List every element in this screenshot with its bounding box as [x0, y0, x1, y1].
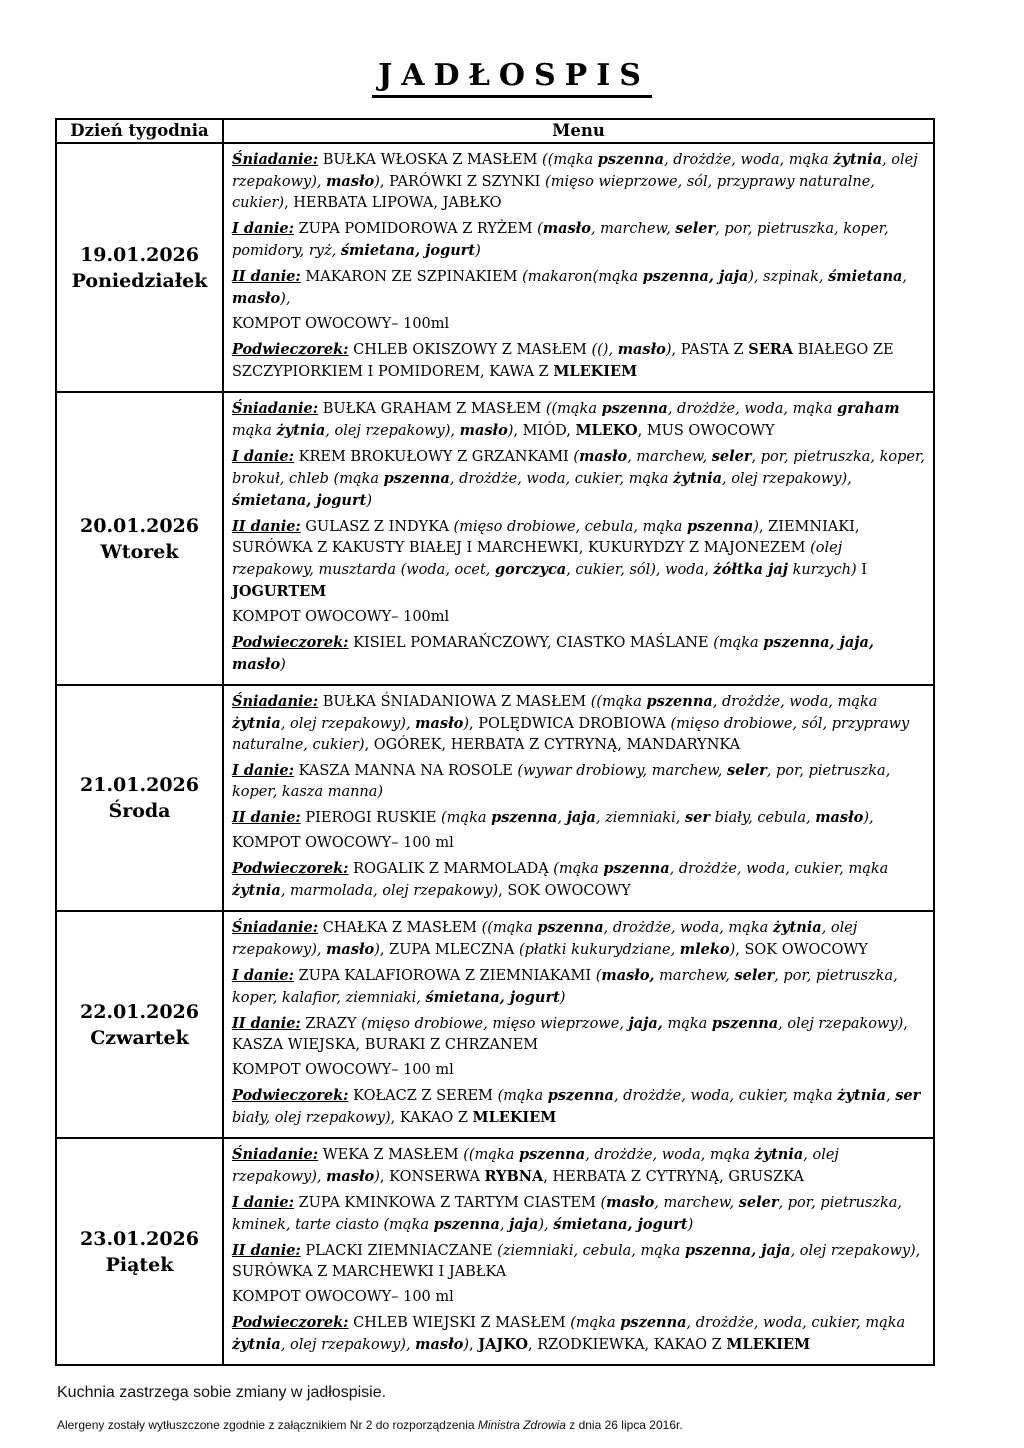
menu-cell [223, 1138, 934, 1365]
text-run: żytnia [232, 882, 281, 899]
text-run: Śniadanie: [232, 693, 319, 710]
menu-paragraph [232, 1192, 925, 1236]
menu-cell [223, 911, 934, 1138]
text-run: seler [675, 220, 716, 237]
text-run: , ZIEMNIAKI, SURÓWKA Z KAKUSTY BIAŁEJ I MARCHEWKI, KUKURYDZY Z MAJONEZEM [232, 519, 860, 556]
text-run: masło [815, 809, 864, 826]
text-run: PIEROGI RUSKIE [300, 810, 442, 826]
day-name: Poniedziałek [71, 269, 208, 292]
text-run: , drożdże, woda, cukier, [669, 861, 849, 877]
day-cell [56, 911, 223, 1138]
text-run: graham [837, 400, 900, 417]
text-run: ((), [591, 342, 618, 358]
text-run: ( [595, 968, 602, 984]
menu-paragraph [232, 833, 925, 854]
menu-table-row [56, 392, 934, 685]
day-name: Czwartek [90, 1026, 189, 1049]
text-run: pszenna [646, 693, 713, 710]
date-text: 22.01.2026 [80, 1000, 199, 1023]
text-run: żytnia [837, 1087, 887, 1104]
text-run: (olej rzepakowy, musztarda (woda, ocet, [232, 540, 843, 578]
menu-paragraph [232, 218, 925, 262]
text-run: (wywar drobiowy, marchew, [517, 763, 728, 779]
text-run: Podwieczorek: [232, 1314, 349, 1331]
text-run: KASZA MANNA NA ROSOLE [294, 763, 518, 779]
text-run: Podwieczorek: [232, 860, 349, 877]
text-run: KOMPOT OWOCOWY– 100ml [232, 609, 450, 625]
text-run: , [557, 810, 567, 826]
menu-paragraph [232, 149, 925, 214]
text-run: masło [326, 941, 375, 958]
menu-table-row [56, 911, 934, 1138]
menu-paragraph [232, 339, 925, 383]
menu-table-row [56, 685, 934, 911]
text-run: (mąka [441, 810, 492, 826]
text-run: masło [579, 448, 628, 465]
text-run: żytnia [232, 1336, 281, 1353]
date-text: 21.01.2026 [80, 774, 199, 796]
menu-cell [223, 143, 934, 392]
menu-table-header-row [56, 119, 934, 143]
text-run: pszenna [518, 1146, 586, 1163]
text-run: KISIEL POMARAŃCZOWY, CIASTKO MAŚLANE [348, 635, 714, 651]
text-run: , marchew, [654, 1195, 739, 1211]
text-run: ) [475, 243, 481, 259]
menu-cell [223, 392, 934, 685]
text-run: , olej rzepakowy) [778, 1016, 904, 1032]
allergen-footnote [57, 1418, 683, 1432]
text-run: pszenna [383, 470, 450, 487]
text-run: ((mąka [545, 401, 602, 417]
text-run: ser [684, 809, 710, 826]
text-run: masło [326, 173, 375, 190]
text-run: MAKARON ZE SZPINAKIEM [300, 269, 523, 285]
text-run: żytnia [754, 1146, 804, 1163]
text-run: JOGURTEM [232, 583, 327, 600]
text-run: gorczyca [495, 561, 567, 578]
text-run: , olej rzepakowy), [280, 1337, 416, 1353]
text-run: ) [753, 519, 759, 535]
text-run: Śniadanie: [232, 151, 319, 168]
text-run: KOMPOT OWOCOWY– 100 ml [232, 835, 454, 851]
text-run: (mięso drobiowe, cebula, mąka [453, 519, 688, 535]
text-run: pszenna [603, 860, 670, 877]
menu-paragraph [232, 965, 925, 1009]
text-run: KOŁACZ Z SEREM [348, 1088, 498, 1104]
text-run: , marchew, [627, 449, 712, 465]
text-run: , cukier, sól), woda, [566, 562, 714, 578]
text-run: (mąka [713, 635, 764, 651]
text-run: ) [374, 942, 380, 958]
menu-paragraph [232, 1013, 925, 1056]
text-run: MLEKIEM [472, 1109, 557, 1126]
text-run: z dnia 26 lipca 2016r. [565, 1418, 683, 1432]
text-run: ( [600, 1195, 607, 1211]
text-run: ((mąka [542, 152, 598, 168]
text-run: , ZUPA MLECZNA [379, 942, 519, 958]
text-run: II danie: [232, 268, 301, 285]
menu-paragraph [232, 266, 925, 310]
text-run: ) [507, 423, 514, 439]
header-day-of-week: Dzień tygodnia [56, 119, 223, 143]
text-run: , KONSERWA [379, 1169, 485, 1185]
text-run: (mąka [570, 1315, 621, 1331]
text-run: , olej rzepakowy), [232, 1147, 839, 1185]
text-run: (makaron(mąka [522, 269, 643, 285]
text-run: Śniadanie: [232, 400, 319, 417]
text-run: masło [415, 1336, 464, 1353]
text-run: pszenna [620, 1314, 687, 1331]
text-run: CHLEB WIEJSKI Z MASŁEM [348, 1315, 571, 1331]
text-run: I danie: [232, 762, 294, 779]
text-run: pszenna [537, 919, 604, 936]
text-run: KREM BROKUŁOWY Z GRZANKAMI [294, 449, 574, 465]
text-run: pszenna [601, 400, 668, 417]
text-run: , drożdże, woda, cukier, mąka [686, 1315, 906, 1331]
text-run: KOMPOT OWOCOWY– 100 ml [232, 1289, 454, 1305]
date-text: 19.01.2026 [80, 243, 199, 266]
menu-paragraph [232, 807, 925, 829]
text-run: ( [573, 449, 580, 465]
text-run: ), [538, 1217, 554, 1233]
text-run: ( [537, 221, 543, 237]
text-run: CHLEB OKISZOWY Z MASŁEM [348, 342, 592, 358]
text-run: Alergeny zostały wytłuszczone zgodnie z załącznikiem Nr 2 do rozporządzenia [57, 1418, 478, 1432]
text-run: mąka [232, 423, 277, 439]
text-run: , marmolada, olej rzepakowy) [280, 883, 499, 899]
text-run: I danie: [232, 1194, 294, 1211]
text-run: żytnia [276, 422, 326, 439]
text-run: , por, pietruszka, koper, kasza manna) [232, 763, 891, 800]
text-run: , por, pietruszka, koper, kalafior, ziemniaki, [232, 968, 898, 1006]
menu-paragraph [232, 516, 925, 603]
day-cell [56, 392, 223, 685]
text-run: , PARÓWKI Z SZYNKI [379, 174, 546, 190]
text-run: , [469, 1337, 479, 1353]
text-run: pszenna [433, 1216, 500, 1233]
text-run: ((mąka [481, 920, 538, 936]
text-run: MLEKO [575, 422, 638, 439]
text-run: I danie: [232, 967, 294, 984]
text-run: , olej rzepakowy), [721, 471, 852, 487]
day-cell [56, 685, 223, 911]
menu-paragraph [232, 1240, 925, 1283]
text-run: MLEKIEM [726, 1336, 811, 1353]
text-run: , POLĘDWICA DROBIOWA [469, 716, 671, 732]
menu-paragraph [232, 314, 925, 335]
text-run: BUŁKA GRAHAM Z MASŁEM [318, 401, 546, 417]
text-run: , KASZA WIEJSKA, BURAKI Z CHRZANEM [232, 1016, 908, 1053]
text-run: pszenna [711, 1015, 779, 1032]
text-run: GULASZ Z INDYKA [300, 519, 454, 535]
text-run: JAJKO [478, 1336, 529, 1353]
menu-paragraph [232, 607, 925, 628]
text-run: ((mąka [463, 1147, 519, 1163]
text-run: biały, olej rzepakowy) [232, 1110, 391, 1126]
text-run: biały, cebula, [710, 810, 816, 826]
text-run: masło [606, 1194, 655, 1211]
text-run: ) [374, 1169, 380, 1185]
text-run: śmietana, jogurt [340, 242, 476, 259]
text-run: CHAŁKA Z MASŁEM [318, 920, 482, 936]
title-wrap [0, 0, 1024, 98]
text-run: I danie: [232, 448, 294, 465]
text-run: , drożdże, woda, mąka [667, 401, 838, 417]
text-run: , drożdże, woda, cukier, mąka [449, 471, 674, 487]
text-run: , olej rzepakowy), [232, 152, 918, 190]
menu-paragraph [232, 1085, 925, 1129]
text-run: masło [617, 341, 666, 358]
text-run: pszenna, jaja [684, 1242, 791, 1259]
text-run: ROGALIK Z MARMOLADĄ [348, 861, 554, 877]
text-run: , olej rzepakowy), [280, 716, 416, 732]
text-run: (mięso drobiowe, sól, przyprawy naturalne, cukier) [232, 716, 910, 753]
text-run: ser [895, 1087, 921, 1104]
text-run: MLEKIEM [553, 363, 638, 380]
text-run: , SOK OWOCOWY [735, 942, 868, 958]
text-run: , [499, 1217, 510, 1233]
text-run: seler [711, 448, 752, 465]
text-run: (płatki kukurydziane, [518, 942, 680, 958]
text-run: , OGÓREK, HERBATA Z CYTRYNĄ, MANDARYNKA [364, 737, 741, 753]
text-run: żytnia [772, 919, 822, 936]
text-run: II danie: [232, 809, 301, 826]
text-run: masło [542, 220, 591, 237]
text-run: jaja, [628, 1015, 663, 1032]
text-run: pszenna [687, 518, 754, 535]
text-run: , [902, 269, 908, 285]
text-run: ) [687, 1217, 694, 1233]
text-run: pszenna, jaja, masło [232, 634, 874, 673]
day-name: Piątek [105, 1253, 174, 1276]
text-run: mąka [848, 861, 889, 877]
menu-paragraph [232, 917, 925, 961]
text-run: Podwieczorek: [232, 634, 349, 651]
menu-paragraph [232, 1287, 925, 1308]
text-run: ((mąka [590, 694, 647, 710]
menu-cell [223, 685, 934, 911]
menu-paragraph [232, 760, 925, 803]
text-run: II danie: [232, 1242, 301, 1259]
menu-paragraph [232, 632, 925, 676]
text-run: ZUPA KALAFIOROWA Z ZIEMNIAKAMI [294, 968, 596, 984]
text-run: BUŁKA WŁOSKA Z MASŁEM [318, 152, 543, 168]
text-run: śmietana, jogurt [553, 1216, 688, 1233]
menu-paragraph [232, 1144, 925, 1188]
text-run: , drożdże, woda, mąka [603, 920, 773, 936]
text-run: żytnia [232, 715, 281, 732]
day-cell [56, 1138, 223, 1365]
date-text: 23.01.2026 [80, 1227, 199, 1250]
text-run: śmietana [828, 268, 903, 285]
text-run: masło [232, 290, 281, 307]
text-run: II danie: [232, 1015, 301, 1032]
text-run: żytnia [673, 470, 722, 487]
text-run: ) [729, 942, 736, 958]
text-run: pszenna [491, 809, 558, 826]
text-run: pszenna [547, 1087, 614, 1104]
text-run: , HERBATA Z CYTRYNĄ, GRUSZKA [543, 1169, 804, 1185]
text-run: jaja [566, 809, 596, 826]
text-run: ) [366, 493, 372, 509]
text-run: II danie: [232, 518, 301, 535]
text-run: masło, [601, 967, 655, 984]
text-run: , RZODKIEWKA, KAKAO Z [528, 1337, 727, 1353]
text-run: , HERBATA LIPOWA, JABŁKO [284, 195, 502, 211]
text-run: (mięso drobiowe, mięso wieprzowe, [361, 1016, 629, 1032]
text-run: marchew, [654, 968, 735, 984]
text-run: , por, pietruszka, kminek, tarte ciasto (mąka [232, 1195, 903, 1233]
text-run: masło [415, 715, 464, 732]
text-run: seler [734, 967, 775, 984]
text-run: WEKA Z MASŁEM [318, 1147, 464, 1163]
text-run: kurzych) [787, 562, 857, 578]
menu-table-row [56, 143, 934, 392]
text-run: Śniadanie: [232, 1146, 319, 1163]
menu-paragraph [232, 858, 925, 902]
day-cell [56, 143, 223, 392]
text-run: (mięso wieprzowe, sól, przyprawy naturalne, cukier) [232, 174, 875, 211]
text-run: ) [665, 342, 672, 358]
text-run: seler [738, 1194, 779, 1211]
text-run: , drożdże, woda, mąka [712, 694, 878, 710]
text-run: (mąka [497, 1088, 548, 1104]
text-run: ) [559, 990, 566, 1006]
text-run: BIAŁEGO ZE SZCZYPIORKIEM I POMIDOREM, KAWA Z [232, 342, 894, 380]
text-run: ) [280, 657, 286, 673]
text-run: masło [459, 422, 508, 439]
text-run: , SURÓWKA Z MARCHEWKI I JABŁKA [232, 1243, 921, 1280]
text-run: ) [463, 716, 469, 732]
text-run: żółtka jaj [713, 561, 788, 578]
text-run: , olej rzepakowy), [232, 920, 858, 958]
text-run: seler [727, 762, 767, 779]
text-run: SERA [748, 341, 794, 358]
text-run: , ziemniaki, [595, 810, 685, 826]
text-run: , PASTA Z [671, 342, 749, 358]
text-run: ZRAZY [300, 1016, 362, 1032]
text-run: (mąka [553, 861, 604, 877]
menu-paragraph [232, 1060, 925, 1081]
text-run: Podwieczorek: [232, 1087, 349, 1104]
text-run: , olej rzepakowy) [790, 1243, 916, 1259]
menu-paragraph [232, 398, 925, 442]
text-run: ), [280, 291, 291, 307]
text-run: , [886, 1088, 896, 1104]
text-run: (ziemniaki, cebula, mąka [497, 1243, 685, 1259]
menu-table-body [56, 143, 934, 1365]
text-run: mleko [679, 941, 730, 958]
text-run: ZUPA KMINKOWA Z TARTYM CIASTEM [294, 1195, 601, 1211]
text-run: KOMPOT OWOCOWY– 100ml [232, 316, 450, 332]
date-text: 20.01.2026 [80, 514, 199, 537]
text-run: śmietana, jogurt [425, 989, 560, 1006]
text-run: , SOK OWOCOWY [498, 883, 631, 899]
day-name: Środa [108, 800, 171, 822]
text-run: ), szpinak, [748, 269, 829, 285]
text-run: , por, pietruszka, koper, brokuł, chleb (mąka [232, 449, 925, 487]
kitchen-disclaimer: Kuchnia zastrzega sobie zmiany w jadłospisie. [57, 1384, 387, 1401]
text-run: Ministra Zdrowia [477, 1418, 566, 1432]
text-run: żytnia [833, 151, 883, 168]
text-run: RYBNA [484, 1168, 544, 1185]
text-run: ZUPA POMIDOROWA Z RYŻEM [294, 221, 538, 237]
text-run: pszenna, jaja [642, 268, 749, 285]
text-run: Śniadanie: [232, 919, 319, 936]
menu-table [55, 118, 935, 1366]
text-run: , por, pietruszka, koper, pomidory, ryż, [232, 221, 889, 259]
text-run: I danie: [232, 220, 294, 237]
text-run: , MUS OWOCOWY [637, 423, 775, 439]
text-run: , drożdże, woda, cukier, mąka [613, 1088, 838, 1104]
text-run: PLACKI ZIEMNIACZANE [300, 1243, 498, 1259]
text-run: , MIÓD, [513, 423, 576, 439]
text-run: mąka [662, 1016, 712, 1032]
menu-table-head [56, 119, 934, 143]
text-run: Podwieczorek: [232, 341, 349, 358]
text-run: masło [326, 1168, 375, 1185]
text-run: , KAKAO Z [390, 1110, 473, 1126]
text-run: pszenna [597, 151, 665, 168]
day-name: Wtorek [100, 540, 179, 563]
text-run: , marchew, [590, 221, 676, 237]
text-run: BUŁKA ŚNIADANIOWA Z MASŁEM [318, 694, 591, 710]
text-run: , drożdże, woda, mąka [585, 1147, 755, 1163]
text-run: I [856, 562, 867, 578]
text-run: , olej rzepakowy), [325, 423, 460, 439]
menu-paragraph [232, 446, 925, 512]
text-run: śmietana, jogurt [232, 492, 367, 509]
text-run: ) [463, 1337, 469, 1353]
text-run: KOMPOT OWOCOWY– 100 ml [232, 1062, 454, 1078]
menu-paragraph [232, 691, 925, 756]
page-title: JADŁOSPIS [372, 58, 652, 98]
text-run: jaja [509, 1216, 539, 1233]
menu-paragraph [232, 1312, 925, 1356]
menu-table-row [56, 1138, 934, 1365]
text-run: ), [863, 810, 874, 826]
text-run: ) [374, 174, 380, 190]
header-menu: Menu [223, 119, 934, 143]
text-run: , drożdże, woda, mąka [664, 152, 834, 168]
